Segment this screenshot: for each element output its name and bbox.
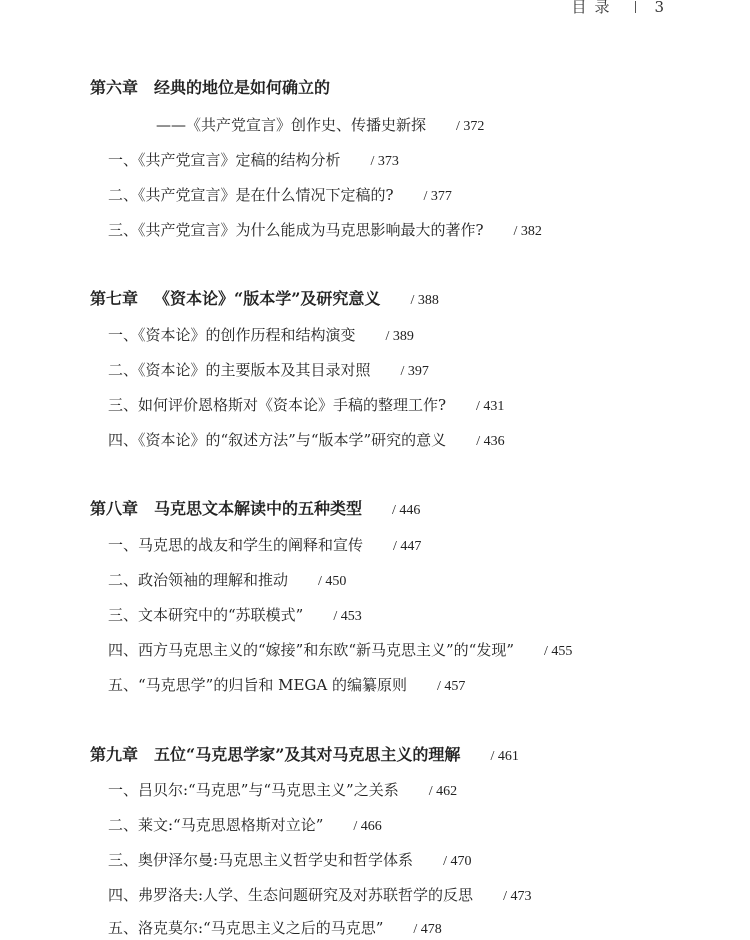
entry-text: 二、政治领袖的理解和推动: [108, 571, 289, 589]
chapter-7-heading[interactable]: [90, 289, 439, 311]
chapter-title: 马克思文本解读中的五种类型: [154, 499, 363, 518]
entry-text: 三、《共产党宣言》为什么能成为马克思影响最大的著作?: [108, 221, 484, 239]
toc-entry[interactable]: [108, 675, 465, 697]
chapter-number: 第七章: [90, 289, 139, 308]
chapter-title: 五位“马克思学家”及其对马克思主义的理解: [154, 745, 461, 764]
entry-text: 一、马克思的战友和学生的阐释和宣传: [108, 536, 364, 554]
page-number: / 457: [437, 679, 466, 694]
chapter-number: 第八章: [90, 499, 139, 518]
entry-text: 一、吕贝尔:“马克思”与“马克思主义”之关系: [108, 781, 399, 799]
entry-text: 三、文本研究中的“苏联模式”: [108, 606, 304, 624]
page-number: / 466: [353, 819, 382, 834]
toc-entry[interactable]: [108, 185, 452, 207]
page-number: / 431: [476, 399, 505, 414]
toc-entry[interactable]: [108, 605, 362, 627]
page-number: / 446: [392, 503, 421, 518]
entry-text: 二、莱文:“马克思恩格斯对立论”: [108, 816, 324, 834]
page-number: / 377: [423, 189, 452, 204]
entry-text: 一、《资本论》的创作历程和结构演变: [108, 326, 356, 344]
toc-entry[interactable]: [108, 570, 346, 592]
toc-entry[interactable]: [108, 918, 442, 940]
entry-text: 二、《共产党宣言》是在什么情况下定稿的?: [108, 186, 394, 204]
page-number: / 388: [410, 293, 439, 308]
chapter-6-heading[interactable]: [90, 78, 330, 98]
page-number: / 462: [428, 784, 458, 799]
page-number: / 450: [318, 574, 347, 589]
toc-entry[interactable]: [108, 815, 382, 837]
entry-text: 四、西方马克思主义的“嫁接”和东欧“新马克思主义”的“发现”: [108, 641, 515, 659]
entry-text: 一、《共产党宣言》定稿的结构分析: [108, 151, 341, 169]
header-separator: [635, 1, 636, 13]
chapter-title: 经典的地位是如何确立的: [154, 78, 331, 97]
chapter-6-subtitle[interactable]: [156, 115, 484, 137]
toc-entry[interactable]: [108, 885, 531, 907]
page-number: / 478: [413, 922, 442, 937]
chapter-8-heading[interactable]: [90, 499, 420, 521]
page-number: / 455: [544, 644, 573, 659]
toc-entry[interactable]: [108, 780, 457, 802]
entry-text: 三、如何评价恩格斯对《资本论》手稿的整理工作?: [108, 396, 447, 414]
page-number: / 453: [333, 609, 362, 624]
entry-text: 三、奥伊泽尔曼:马克思主义哲学史和哲学体系: [108, 851, 414, 869]
page-number: / 447: [393, 539, 422, 554]
toc-entry[interactable]: [108, 850, 471, 872]
toc-entry[interactable]: [108, 535, 421, 557]
chapter-9-heading[interactable]: [90, 745, 519, 767]
header-title: 目录: [571, 0, 618, 16]
toc-entry[interactable]: [108, 150, 399, 172]
page-number: / 382: [513, 224, 542, 239]
chapter-number: 第六章: [90, 78, 139, 97]
toc-entry[interactable]: [108, 325, 414, 347]
toc-entry[interactable]: [108, 360, 429, 382]
chapter-number: 第九章: [90, 745, 139, 764]
page-number: / 372: [456, 119, 485, 134]
entry-text: 五、洛克莫尔:“马克思主义之后的马克思”: [108, 919, 384, 937]
page-number: / 389: [385, 329, 414, 344]
toc-entry[interactable]: [108, 640, 572, 662]
page-number: / 373: [370, 154, 399, 169]
entry-text: 四、《资本论》的“叙述方法”与“版本学”研究的意义: [108, 431, 447, 449]
chapter-subtitle: ——《共产党宣言》创作史、传播史新探: [156, 116, 427, 134]
chapter-title: 《资本论》“版本学”及研究意义: [154, 289, 381, 308]
entry-text: 四、弗罗洛夫:人学、生态问题研究及对苏联哲学的反思: [108, 886, 474, 904]
page-number: / 436: [476, 434, 505, 449]
toc-entry[interactable]: [108, 220, 542, 242]
toc-entry[interactable]: [108, 430, 505, 452]
page-number: / 473: [503, 889, 532, 904]
toc-entry[interactable]: [108, 395, 504, 417]
entry-text: 五、“马克思学”的归旨和 MEGA 的编纂原则: [108, 676, 407, 694]
entry-text: 二、《资本论》的主要版本及其目录对照: [108, 361, 371, 379]
running-header: [571, 0, 664, 14]
page-number: / 461: [490, 749, 519, 764]
page-number: / 397: [400, 364, 429, 379]
header-page-number: 3: [654, 0, 664, 16]
page-number: / 470: [443, 854, 472, 869]
